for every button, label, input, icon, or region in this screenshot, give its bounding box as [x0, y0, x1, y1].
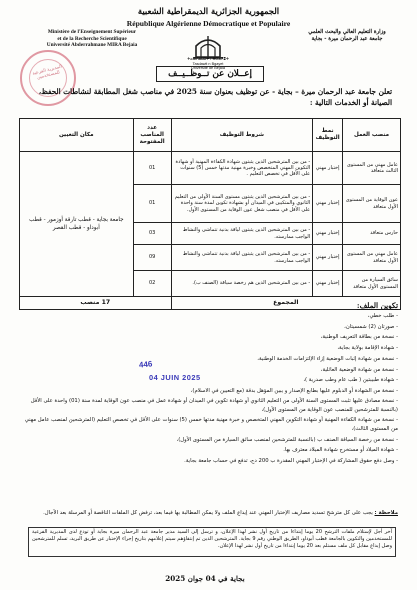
conditions-cell: - من بين المترشحين الذين يثبتون لياقة بدنية تتماشى والنشاط الواجب ممارسته.	[171, 245, 313, 271]
list-item: - نسخة من الشهادة أو الدبلوم عليها بطابع الإصدار و يبين المؤهل بدقة (مع التعيين في الاسلام)،	[190, 387, 398, 394]
list-item: - شهادة طبيبتين ( طب عام وطب صدرية )،	[303, 377, 398, 384]
position-cell: عون الوقاية من المستوى الأول متعاقد	[343, 185, 401, 223]
position-cell: سائق السيارة من المستوى الأول متعاقد	[343, 271, 401, 297]
received-date-stamp: 04 JUIN 2025	[149, 373, 201, 382]
stamp-text: المديرية الفرعية للمستخدمين	[32, 64, 63, 82]
list-item: - نسخة مصادق عليها تثبت المستوى السنة الأولى من التعليم الثانوي أو شهادة تكوين في الميدان أو شهادة عمل في منصب عون الوقاية لمدة سنة (01) واحدة على الأقل (بالنسبة للمترشحين للمنصب عون الوقاية من المستوى الأول)،	[30, 397, 398, 414]
documents-title: تكوين الملف:	[356, 301, 398, 310]
list-item: - شهادة الإقامة بولاية بجاية،	[337, 345, 398, 352]
research-french: et de la Recherche Scientifique	[57, 35, 127, 42]
intro-paragraph: تعلن جامعة عبد الرحمان ميرة – بجاية - عن توظيف بعنوان سنة 2025 في مناصب شغل المطابقة لنشاطات الحفظ، الصيانة أو الخدمات التالية :	[38, 87, 392, 107]
header-count: عدد المناصب المفتوحة	[133, 119, 171, 152]
mode-cell: إختبار مهني	[313, 223, 343, 245]
received-number-stamp: 446	[138, 359, 153, 370]
documents-list	[18, 311, 398, 467]
count-cell: 01	[133, 185, 171, 223]
note-label: ملاحظة :	[374, 510, 398, 516]
university-french: Université Abderrahmane MIRA Bejaia	[46, 42, 138, 48]
note-text: يجب على كل مترشح تسديد مصاريف الإختبار المهني عند إيداع الملف ولا يمكن المطالبة بها فيما بعد، ترفض كل الملفات الناقصة أو المرسلة بعد الآجال.	[43, 510, 373, 516]
conditions-cell: - من بين المترشحين الذين يثبتون مستوى السنة الأولى من التعليم الثانوي والمتكيين في الميدان أو بشهادة تكوين لمدة سنة واحدة على الأقل في منصب شغل عون الوقاية من المستوى الأول.	[171, 185, 313, 223]
ministry-arabic: وزارة التعليم العالي والبحث العلمي	[308, 29, 386, 35]
logo-caption-kabyle: Tasdawit n Bgayet	[192, 61, 224, 66]
table-row	[20, 152, 401, 185]
mode-cell: إختبار مهني	[313, 245, 343, 271]
republic-arabic: الجمهورية الجزائرية الديمقراطية الشعبية	[137, 6, 280, 16]
submission-info-box: آخر أجل لإستلام ملفات الترشح 20 يوما إبتداءا من تاريخ أول نشر لهذا الإعلان، و ترسل إلى السيد مدير جامعة عبد الرحمان ميرة بجاية أو تودع لدى المديرية الفرعية للمستخدمين والتكوين بالجامعة قطب أبوداو، الطريق الوطني رقم 9 بجاية. المترشحين الذين تم إنتقاؤهم سيتم إعلامهم بتاريخ إجراء الإختبار عن طريق البريد، تسلم للمترشحين وصل إيداع مقابل كل ملف مستلم بعد 20 يوما إبتداءا من تاريخ أول نشر لهذا الإعلان.	[28, 527, 396, 557]
list-item: - نسخة من بطاقة التعريف الوطنية،	[320, 334, 398, 341]
position-cell: عامل مهني من المستوى الثالث متعاقد	[343, 152, 401, 185]
place-cell: جامعة بجاية - قطب تارقة أوزمور - قطب أبوداو - قطب القصر	[20, 152, 134, 297]
header-place: مكان التعيين	[20, 119, 134, 152]
announcement-title: إعــلان عن تــوظــيــف	[156, 66, 264, 82]
republic-french: République Algérienne Démocratique et Populaire	[126, 19, 291, 28]
list-item: - نسخة من شهادة الكفاءة المهنية أو شهادة التكوين المهني المتخصص و خبرة مهنية مدتها خمس (5) سنوات على الأقل في تخصص التعليم (المترشحين لمنصب عامل مهني من المستوى الثالث)،	[24, 416, 398, 433]
university-arabic: جامعة عبد الرحمان ميرة - بجاية	[311, 36, 383, 42]
table-header-row	[20, 119, 401, 152]
conditions-cell: - من بين المترشحين الذين هم رخصة سياقة (الصنف ب).	[171, 271, 313, 297]
conditions-cell: - من بين المترشحين الذين يثبتون لياقة بدنية تتماشى والنشاط الواجب ممارسته.	[171, 223, 313, 245]
logo-caption-french: Université de Béjaïa	[191, 66, 225, 70]
count-cell: 03	[133, 223, 171, 245]
header-position: منصب العمل	[343, 119, 401, 152]
list-item: - شهادة الميلاد أو مستخرج شهادة الميلاد معترف بها.	[283, 447, 398, 454]
list-item: - نسخة من رخصة السياقة الصنف ب (بالنسبة للمترشحين لمنصب سائق السيارة من المستوى الأول)،	[176, 436, 398, 443]
issue-date: بجاية في 04 جوان 2025	[165, 574, 245, 583]
mode-cell: إختبار مهني	[313, 152, 343, 185]
total-label: المجموع	[171, 297, 400, 310]
positions-table	[19, 118, 401, 310]
note-paragraph	[16, 509, 398, 518]
position-cell: عامل مهني من المستوى الأول متعاقد	[343, 245, 401, 271]
mode-cell: إختبار مهني	[313, 271, 343, 297]
header-mode: نمط التوظيف	[313, 119, 343, 152]
list-item: - وصل دفع حقوق المشاركة في الإختبار المهني المقدرة ب 200 دج، تدفع في حساب جامعة بجاية.	[184, 458, 398, 465]
total-row	[20, 297, 401, 310]
ministry-french: Ministère de l'Enseignement Supérieur	[47, 29, 137, 35]
conditions-cell: - من بين المترشحين الذين يثبتون شهادة الكفاءة المهنية أو شهادة التكوين المهني المتخصص وخبرة مهنية مدتها خمس (5) سنوات على الأقل في تخصص التعليم .	[171, 152, 313, 185]
list-item: - طلب خطي،	[367, 313, 398, 319]
list-item: - نسخة من شهادة الوضعية العائلية،	[320, 366, 398, 373]
count-cell: 02	[133, 271, 171, 297]
list-item: - صورتان (2) شمسيتان،	[344, 323, 398, 330]
total-value: 17 منصب	[20, 297, 172, 310]
logo-caption-tifinagh: ⵜⴰⵙⴷⴰⵡⵉⵜ ⵏ ⴱⴳⴰⵢⴻⵜ	[187, 57, 229, 61]
ministry-french-block	[28, 29, 156, 49]
count-cell: 01	[133, 152, 171, 185]
mode-cell: إختبار مهني	[313, 185, 343, 223]
ministry-arabic-block	[291, 29, 403, 43]
list-item: - نسخة من شهادة إثبات الوضعية إزاء الإلتزامات الخدمة الوطنية،	[257, 355, 398, 362]
count-cell: 09	[133, 245, 171, 271]
position-cell: حارس متعاقد	[343, 223, 401, 245]
header-conditions: شروط التوظيف	[171, 119, 313, 152]
